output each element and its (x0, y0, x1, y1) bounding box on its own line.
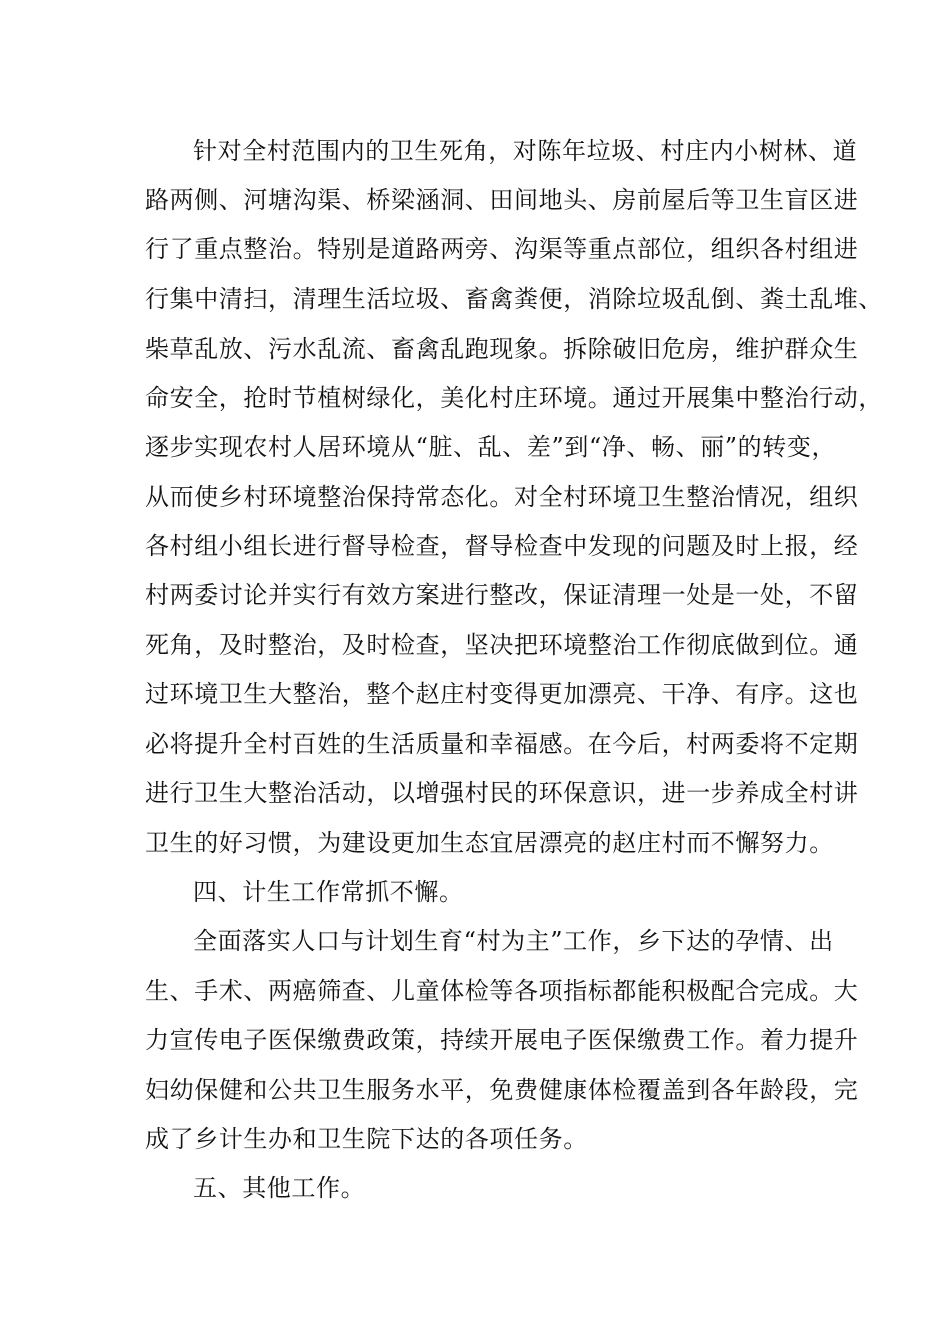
paragraph-2-line-1: 全面落实人口与计划生育“村为主”工作，乡下达的孕情、出 (193, 927, 834, 955)
paragraph-1-line-6: 命安全，抢时节植树绿化，美化村庄环境。通过开展集中整治行动， (145, 384, 883, 412)
paragraph-1-line-10: 村两委讨论并实行有效方案进行整改，保证清理一处是一处，不留 (145, 581, 859, 609)
paragraph-1-line-14: 进行卫生大整治活动，以增强村民的环保意识，进一步养成全村讲 (145, 779, 859, 807)
paragraph-1-line-5: 柴草乱放、污水乱流、畜禽乱跑现象。拆除破旧危房，维护群众生 (145, 335, 859, 363)
paragraph-1-line-1: 针对全村范围内的卫生死角，对陈年垃圾、村庄内小树林、道 (193, 137, 858, 165)
paragraph-1-line-12: 过环境卫生大整治，整个赵庄村变得更加漂亮、干净、有序。这也 (145, 680, 859, 708)
paragraph-2-line-4: 妇幼保健和公共卫生服务水平，免费健康体检覆盖到各年龄段，完 (145, 1076, 859, 1104)
paragraph-1-line-9: 各村组小组长进行督导检查，督导检查中发现的问题及时上报，经 (145, 532, 859, 560)
paragraph-2-line-3: 力宣传电子医保缴费政策，持续开展电子医保缴费工作。着力提升 (145, 1026, 859, 1054)
section-heading-4: 四、计生工作常抓不懈。 (193, 878, 464, 906)
paragraph-1-line-2: 路两侧、河塘沟渠、桥梁涵洞、田间地头、房前屋后等卫生盲区进 (145, 186, 859, 214)
paragraph-1-line-13: 必将提升全村百姓的生活质量和幸福感。在今后，村两委将不定期 (145, 730, 859, 758)
paragraph-1-line-7: 逐步实现农村人居环境从“脏、乱、差”到“净、畅、丽”的转变， (145, 433, 837, 461)
paragraph-1-line-15: 卫生的好习惯，为建设更加生态宜居漂亮的赵庄村而不懈努力。 (145, 829, 834, 857)
paragraph-2-line-5: 成了乡计生办和卫生院下达的各项任务。 (145, 1125, 588, 1153)
section-heading-5: 五、其他工作。 (193, 1174, 366, 1202)
paragraph-1-line-11: 死角，及时整治，及时检查，坚决把环境整治工作彻底做到位。通 (145, 631, 859, 659)
paragraph-1-line-3: 行了重点整治。特别是道路两旁、沟渠等重点部位，组织各村组进 (145, 235, 859, 263)
paragraph-1-line-4: 行集中清扫，清理生活垃圾、畜禽粪便，消除垃圾乱倒、粪土乱堆、 (145, 285, 883, 313)
paragraph-1-line-8: 从而使乡村环境整治保持常态化。对全村环境卫生整治情况，组织 (145, 483, 859, 511)
paragraph-2-line-2: 生、手术、两癌筛查、儿童体检等各项指标都能积极配合完成。大 (145, 977, 859, 1005)
